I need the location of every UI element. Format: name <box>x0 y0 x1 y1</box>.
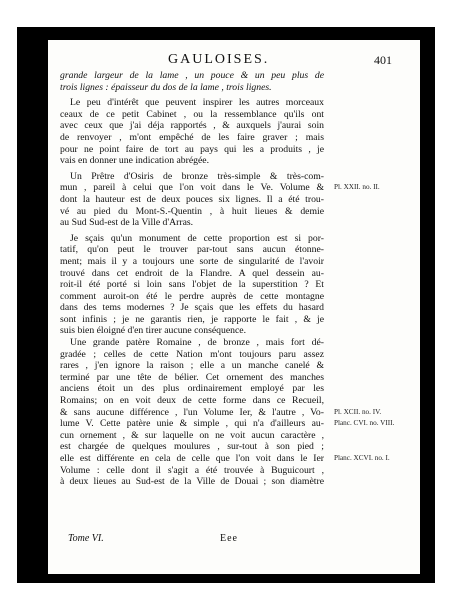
text-line: est chargée de quelques moulures , sur-tout à son pied ; <box>60 441 324 453</box>
margin-note: Planc. XCVI. no. I. <box>334 454 390 462</box>
text-line: Romains; on en voit deux de cette forme dans ce Recueil, <box>60 395 324 407</box>
text-line: anciens étoit un des plus ordinairement employé par les <box>60 383 324 395</box>
text-line: comment auroit-on été le perdre auprès de cette montagne <box>60 290 324 302</box>
text-line: sont infinis ; je ne garantis rien, je rapporte le fait , & je <box>60 313 324 325</box>
text-line: grande largeur de la lame , un pouce & un peu plus de <box>60 70 324 81</box>
page-footer <box>60 533 324 547</box>
text-line: roit-il été porté si loin sans l'objet de la superstition ? Et <box>60 279 324 291</box>
text-line: au Sud Sud-est de la Ville d'Arras. <box>60 217 194 229</box>
text-line: suis bien éloigné d'en tirer aucune conséquence. <box>60 325 247 337</box>
text-line: tatif, qu'on peut le trouver par-tout sans aucun étonne- <box>60 244 324 256</box>
text-line: Volume : celle dont il s'agit a été trouvée à Buguicourt , <box>60 464 324 476</box>
text-line: de renvoyer , m'ont empêché de les faire graver ; mais <box>60 131 324 143</box>
text-line: Un Prêtre d'Osiris de bronze très-simple & très-com- <box>70 170 324 182</box>
signature-mark: Eee <box>220 533 238 544</box>
text-line: Le peu d'intérêt que peuvent inspirer les autres morceaux <box>70 97 324 109</box>
header-title: GAULOISES. <box>168 52 270 67</box>
text-line: à deux lieues au Sud-est de la Ville de Douai ; son diamètre <box>60 476 324 488</box>
margin-note: Pl. XCII. no. IV. <box>334 408 382 416</box>
margin-note: Pl. XXII. no. II. <box>334 183 380 191</box>
text-line: cun ornement , & sur laquelle on ne voit aucun caractère , <box>60 429 324 441</box>
text-line: trois lignes : épaisseur du dos de la lame , trois lignes. <box>60 81 272 93</box>
text-line: pour ne point faire de tort au pays qui les a produits , je <box>60 143 324 155</box>
text-line: mun , pareil à celui que l'on voit dans le Ve. Volume & <box>60 182 324 194</box>
text-line: rares , j'en ignore la raison ; elle a un manche canelé & <box>60 360 324 372</box>
volume-label: Tome VI. <box>68 533 104 544</box>
page-frame <box>17 27 435 583</box>
book-page <box>48 40 420 574</box>
text-line: trouvé dans cet endroit de la Flandre. A quel dessein au- <box>60 267 324 279</box>
page-number: 401 <box>374 53 392 67</box>
margin-note: Planc. CVI. no. VIII. <box>334 419 395 427</box>
text-line: Une grande patère Romaine , de bronze , mais fort dé- <box>70 337 324 349</box>
text-line: vais en donner une indication abrégée. <box>60 155 210 167</box>
body-text <box>60 70 324 488</box>
text-line: ceaux de ce petit Cabinet , ou la ressemblance qu'ils ont <box>60 108 324 120</box>
text-line: dont la hauteur est de deux pouces six lignes. Il a été trou- <box>60 193 324 205</box>
text-line: terminé par une tête de bélier. Cet ornement des manches <box>60 371 324 383</box>
text-line: ment; mais il y a toujours une sorte de singularité de l'avoir <box>60 255 324 267</box>
text-line: vé au pied du Mont-S.-Quentin , à huit lieues & demie <box>60 205 324 217</box>
text-line: elle est différente en cela de celle que l'on voit dans le Ier <box>60 453 324 464</box>
text-line: & sans aucune différence , l'un Volume Ier, & l'autre , Vo- <box>60 406 324 418</box>
text-line: dans des tems modernes ? Je sçais que les effets du hasard <box>60 302 324 314</box>
running-header <box>48 52 420 70</box>
text-line: avec ceux que j'ai déja rapportés , & auxquels j'aurai soin <box>60 120 324 132</box>
text-line: Je sçais qu'un monument de cette proportion est si por- <box>70 232 324 244</box>
text-line: lume V. Cette patère unie & simple , qui n'a d'ailleurs au- <box>60 418 324 430</box>
text-line: gradée ; celles de cette Nation m'ont toujours paru assez <box>60 348 324 360</box>
